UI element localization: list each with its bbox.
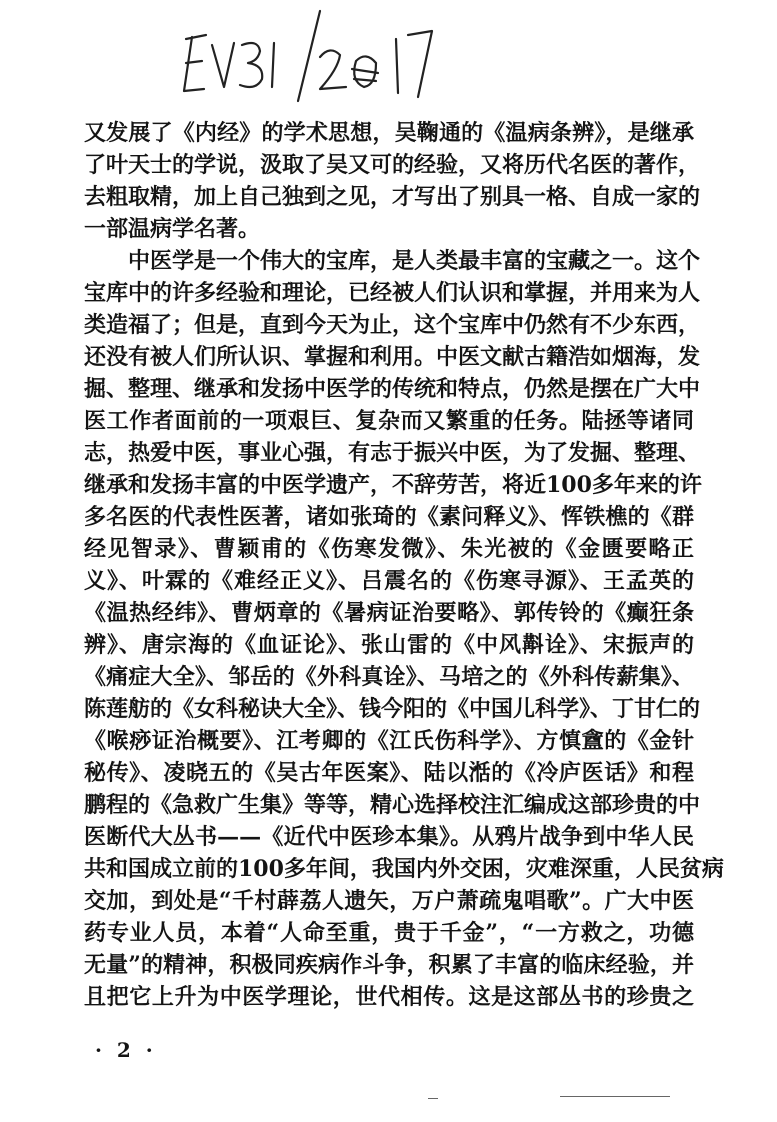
- text-line: 鹏程的《急救广生集》等等，精心选择校注汇编成这部珍贵的中: [84, 792, 701, 818]
- text-line: 辨》、唐宗海的《血证论》、张山雷的《中风斠诠》、宋振声的: [84, 632, 694, 658]
- body-text: [84, 117, 724, 1013]
- text-line: 交加，到处是“千村薜荔人遗矢，万户萧疏鬼唱歌”。广大中医: [84, 888, 694, 914]
- text-line: 了叶天士的学说，汲取了吴又可的经验，又将历代名医的著作，: [84, 152, 701, 178]
- text-line: 秘传》、凌晓五的《吴古年医案》、陆以湉的《冷庐医话》和程: [84, 760, 694, 786]
- paragraph-start-line: 中医学是一个伟大的宝库，是人类最丰富的宝藏之一。这个: [128, 248, 701, 274]
- text-line: 宝库中的许多经验和理论，已经被人们认识和掌握，并用来为人: [84, 280, 701, 306]
- text-line: 类造福了；但是，直到今天为止，这个宝库中仍然有不少东西，: [84, 312, 701, 338]
- text-line: 陈莲舫的《女科秘诀大全》、钱今阳的《中国儿科学》、丁甘仁的: [84, 696, 701, 722]
- handwritten-catalog-note: [170, 5, 450, 105]
- text-line: 医断代大丛书——《近代中医珍本集》。从鸦片战争到中华人民: [84, 824, 694, 850]
- scan-artifact: [560, 1096, 670, 1097]
- text-line: 一部温病学名著。: [84, 216, 261, 242]
- text-line: 《喉痧证治概要》、江考卿的《江氏伤科学》、方慎盦的《金针: [84, 728, 694, 754]
- text-line: 共和国成立前的100多年间，我国内外交困，灾难深重，人民贫病: [84, 856, 724, 882]
- text-line: 经见智录》、曹颖甫的《伤寒发微》、朱光被的《金匮要略正: [84, 536, 694, 562]
- text-line: 多名医的代表性医著，诸如张琦的《素问释义》、恽铁樵的《群: [84, 504, 694, 530]
- text-line: 掘、整理、继承和发扬中医学的传统和特点，仍然是摆在广大中: [84, 376, 701, 402]
- text-line: 无量”的精神，积极同疾病作斗争，积累了丰富的临床经验，并: [84, 952, 694, 978]
- text-line: 义》、叶霖的《难经正义》、吕震名的《伤寒寻源》、王孟英的: [84, 568, 694, 594]
- scan-artifact: [428, 1098, 438, 1099]
- text-line: 《温热经纬》、曹炳章的《暑病证治要略》、郭传铃的《癫狂条: [84, 600, 694, 626]
- text-line: 药专业人员，本着“人命至重，贵于千金”，“一方救之，功德: [84, 920, 694, 946]
- text-line: 又发展了《内经》的学术思想，吴鞠通的《温病条辨》，是继承: [84, 120, 694, 146]
- text-line: 医工作者面前的一项艰巨、复杂而又繁重的任务。陆拯等诸同: [84, 408, 694, 434]
- text-line: 志，热爱中医，事业心强，有志于振兴中医，为了发掘、整理、: [84, 440, 701, 466]
- text-line: 去粗取精，加上自己独到之见，才写出了别具一格、自成一家的: [84, 184, 701, 210]
- page-number: · 2 ·: [95, 1038, 157, 1062]
- text-line: 且把它上升为中医学理论，世代相传。这是这部丛书的珍贵之: [84, 984, 694, 1010]
- text-line: 《痛症大全》、邹岳的《外科真诠》、马培之的《外科传薪集》、: [84, 664, 694, 690]
- text-line: 还没有被人们所认识、掌握和利用。中医文献古籍浩如烟海，发: [84, 344, 701, 370]
- text-line: 继承和发扬丰富的中医学遗产，不辞劳苦，将近100多年来的许: [84, 472, 702, 498]
